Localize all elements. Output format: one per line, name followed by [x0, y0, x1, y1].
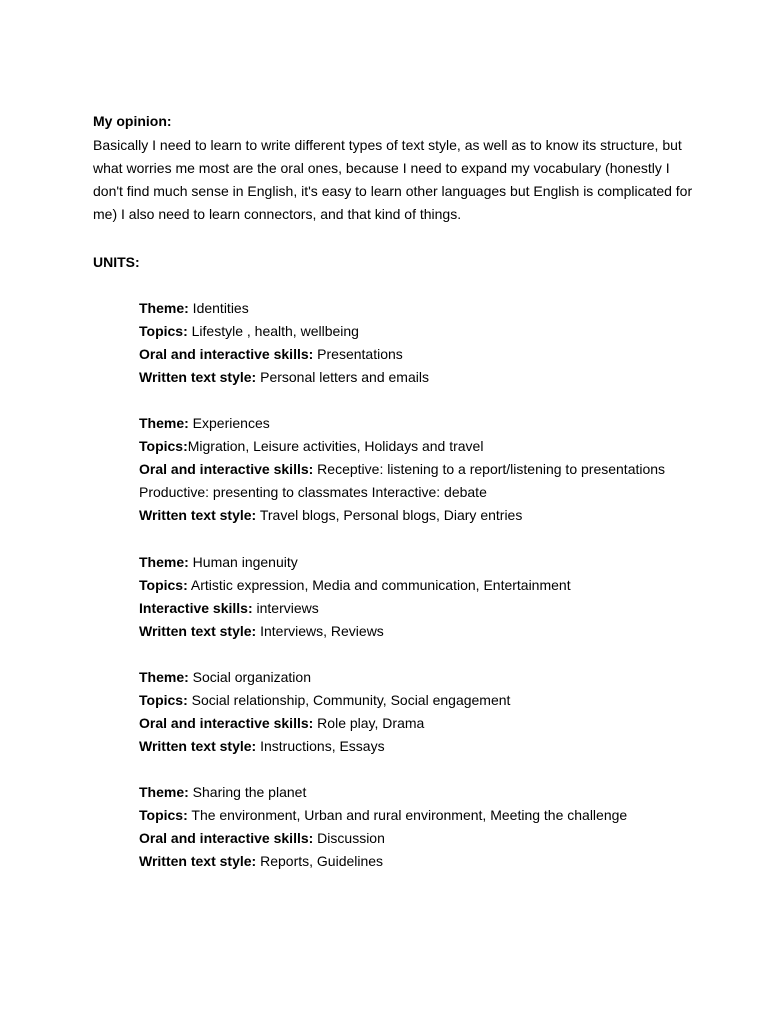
skills-value: Presentations [313, 346, 403, 362]
opinion-heading: My opinion: [93, 113, 172, 129]
written-label: Written text style: [139, 738, 257, 754]
written-label: Written text style: [139, 853, 257, 869]
written-row [139, 504, 739, 527]
theme-label: Theme: [139, 784, 189, 800]
units-heading: UNITS: [93, 254, 140, 270]
topics-row [139, 574, 739, 597]
unit-block-sharing-the-planet [139, 781, 739, 873]
written-row [139, 850, 739, 873]
theme-value: Social organization [188, 669, 311, 685]
skills-value: Receptive: listening to a report/listening to presentations [313, 461, 666, 477]
written-row [139, 620, 739, 643]
theme-value: Experiences [188, 415, 270, 431]
skills-label: Oral and interactive skills: [139, 461, 314, 477]
skills-row [139, 712, 739, 735]
skills-row [139, 827, 739, 850]
skills-value: interviews [252, 600, 319, 616]
topics-label: Topics: [139, 323, 188, 339]
skills-label: Oral and interactive skills: [139, 830, 314, 846]
unit-block-experiences [139, 412, 739, 527]
unit-block-human-ingenuity [139, 551, 739, 643]
written-value: Travel blogs, Personal blogs, Diary entries [256, 507, 523, 523]
skills-value: Discussion [313, 830, 385, 846]
topics-value: Migration, Leisure activities, Holidays and travel [187, 438, 484, 454]
unit-block-identities [139, 297, 739, 389]
skills-continued-row: Productive: presenting to classmates Interactive: debate [139, 484, 487, 500]
theme-label: Theme: [139, 554, 189, 570]
written-value: Instructions, Essays [256, 738, 385, 754]
topics-row [139, 804, 739, 827]
topics-row [139, 689, 739, 712]
written-value: Reports, Guidelines [256, 853, 384, 869]
written-value: Personal letters and emails [256, 369, 429, 385]
theme-label: Theme: [139, 669, 189, 685]
theme-label: Theme: [139, 300, 189, 316]
topics-value: The environment, Urban and rural environment, Meeting the challenge [187, 807, 628, 823]
skills-value: Role play, Drama [313, 715, 425, 731]
opinion-paragraph: Basically I need to learn to write different types of text style, as well as to know its structure, but what worries me most are the oral ones, because I need to expand my vocabulary (honestly I don't find much sense in English, it's easy to learn other languages but English is complicated for me) I also need to learn connectors, and that kind of things. [93, 137, 693, 222]
theme-value: Sharing the planet [188, 784, 307, 800]
theme-row [139, 297, 739, 320]
topics-value: Social relationship, Community, Social engagement [187, 692, 511, 708]
topics-label: Topics: [139, 807, 188, 823]
skills-label: Oral and interactive skills: [139, 346, 314, 362]
skills-row [139, 458, 739, 481]
topics-value: Lifestyle , health, wellbeing [187, 323, 359, 339]
unit-block-social-organization [139, 666, 739, 758]
topics-label: Topics: [139, 438, 188, 454]
written-value: Interviews, Reviews [256, 623, 384, 639]
skills-row [139, 343, 739, 366]
topics-value: Artistic expression, Media and communication, Entertainment [187, 577, 571, 593]
written-label: Written text style: [139, 369, 257, 385]
theme-row [139, 551, 739, 574]
skills-label: Oral and interactive skills: [139, 715, 314, 731]
written-label: Written text style: [139, 507, 257, 523]
topics-row [139, 435, 739, 458]
skills-row [139, 597, 739, 620]
theme-row [139, 412, 739, 435]
topics-label: Topics: [139, 577, 188, 593]
skills-label: Interactive skills: [139, 600, 253, 616]
theme-value: Identities [188, 300, 249, 316]
written-row [139, 735, 739, 758]
topics-label: Topics: [139, 692, 188, 708]
theme-row [139, 781, 739, 804]
theme-row [139, 666, 739, 689]
theme-value: Human ingenuity [188, 554, 298, 570]
written-label: Written text style: [139, 623, 257, 639]
written-row [139, 366, 739, 389]
topics-row [139, 320, 739, 343]
theme-label: Theme: [139, 415, 189, 431]
